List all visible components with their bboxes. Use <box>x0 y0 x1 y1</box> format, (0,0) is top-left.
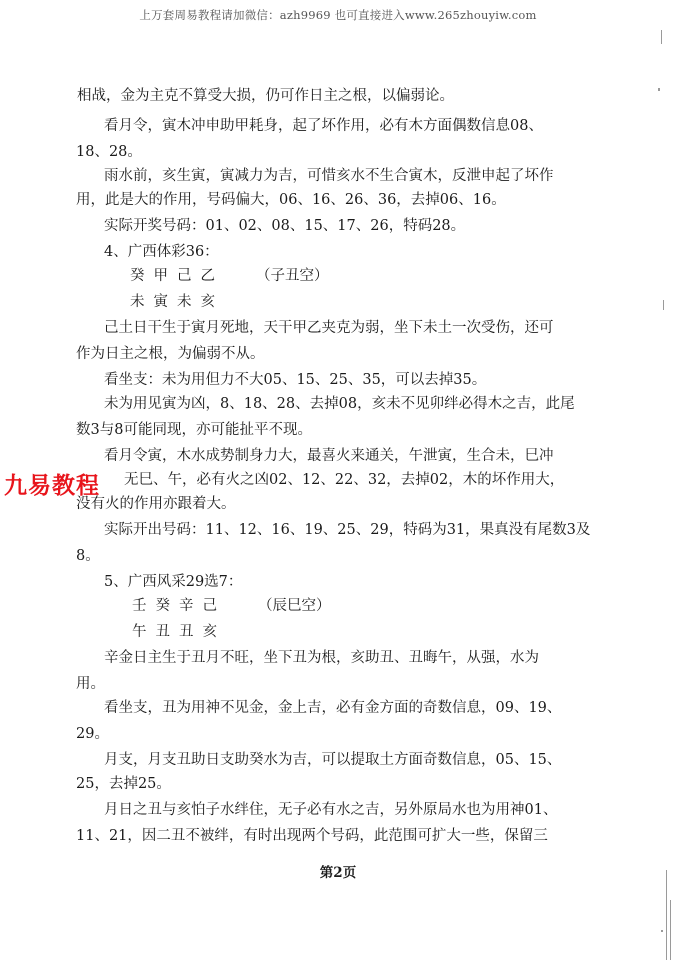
text-line: 未为用见寅为凶，8、18、28、去掉08，亥未不见卯绊必得木之吉，此尾 <box>104 396 575 412</box>
scan-edge-artifact <box>654 0 676 968</box>
text-line: 无巳、午，必有火之凶02、12、22、32，去掉02，木的坏作用大， <box>124 472 565 488</box>
text-line: 看坐支：未为用但力不大05、15、25、35，可以去掉35。 <box>104 372 487 388</box>
text-line: 数3与8可能同现，亦可能扯平不现。 <box>76 422 312 438</box>
bazi-branches: 未寅未亥 <box>130 294 224 310</box>
text-line: 作为日主之根，为偏弱不从。 <box>76 346 265 362</box>
section-heading: 5、广西风采29选7： <box>104 574 243 590</box>
bazi-stems: 癸甲己乙 <box>130 268 224 284</box>
page-number: 第2页 <box>319 865 357 881</box>
bazi-stems: 壬癸辛己 <box>132 598 226 614</box>
bazi-void-note: （子丑空） <box>256 268 329 284</box>
text-line: 己土日干生于寅月死地，天干甲乙夹克为弱，坐下未土一次受伤，还可 <box>104 320 554 336</box>
watermark-logo: 九易教程 <box>4 473 100 499</box>
text-line: 看月令寅，木水成势制身力大，最喜火来通关，午泄寅，生合未，巳冲 <box>104 448 554 464</box>
page-header: 上万套周易教程请加微信：azh9969 也可直接进入www.265zhouyiw.com <box>139 8 537 22</box>
text-line: 看月令，寅木冲申助甲耗身，起了坏作用，必有木方面偶数信息08、 <box>104 118 543 134</box>
text-line: 没有火的作用亦跟着大。 <box>76 496 236 512</box>
text-line: 11、21，因二丑不被绊，有时出现两个号码，此范围可扩大一些，保留三 <box>76 828 548 844</box>
text-line: 辛金日主生于丑月不旺，坐下丑为根，亥助丑、丑晦午，从强，水为 <box>104 650 539 666</box>
text-line: 29。 <box>76 726 109 742</box>
text-line: 雨水前，亥生寅，寅减力为吉，可惜亥水不生合寅木，反泄申起了坏作 <box>104 168 554 184</box>
section-heading: 4、广西体彩36： <box>104 244 219 260</box>
text-line: 实际开奖号码：01、02、08、15、17、26，特码28。 <box>104 218 466 234</box>
text-line: 8。 <box>76 548 100 564</box>
text-line: 看坐支，丑为用神不见金，金上吉，必有金方面的奇数信息，09、19、 <box>104 700 562 716</box>
text-line: 相战，金为主克不算受大损，仍可作日主之根，以偏弱论。 <box>77 88 454 104</box>
bazi-branches: 午丑丑亥 <box>132 624 226 640</box>
bazi-void-note: （辰巳空） <box>258 598 331 614</box>
text-line: 月支，月支丑助日支助癸水为吉，可以提取土方面奇数信息，05、15、 <box>104 752 562 768</box>
text-line: 实际开出号码：11、12、16、19、25、29，特码为31，果真没有尾数3及 <box>104 522 591 538</box>
text-line: 月日之丑与亥怕子水绊住，无子必有水之吉，另外原局水也为用神01、 <box>104 802 558 818</box>
text-line: 18、28。 <box>76 144 142 160</box>
text-line: 用。 <box>76 676 105 692</box>
text-line: 25，去掉25。 <box>76 776 171 792</box>
text-line: 用，此是大的作用，号码偏大，06、16、26、36，去掉06、16。 <box>76 192 506 208</box>
